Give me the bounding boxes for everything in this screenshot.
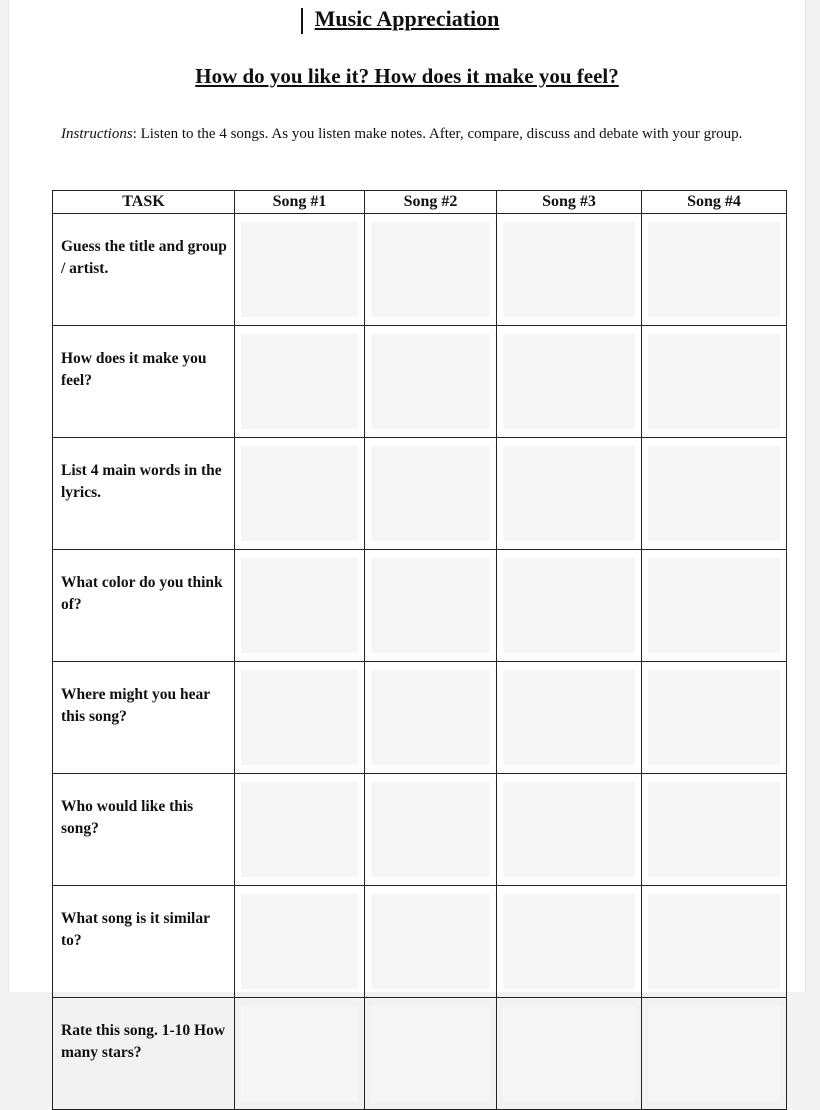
instructions-text: : Listen to the 4 songs. As you listen make notes. After, compare, discuss and debate with your group. — [132, 126, 743, 142]
table-row — [53, 214, 787, 326]
instructions — [61, 122, 761, 146]
header-task: TASK — [53, 191, 235, 214]
answer-cell[interactable] — [365, 774, 497, 886]
task-label: Rate this song. 1-10 How many stars? — [53, 998, 235, 1110]
table-row — [53, 326, 787, 438]
task-label: Guess the title and group / artist. — [53, 214, 235, 326]
table-row — [53, 774, 787, 886]
answer-cell[interactable] — [642, 774, 787, 886]
answer-cell[interactable] — [235, 438, 365, 550]
table-row — [53, 998, 787, 1110]
answer-cell[interactable] — [365, 438, 497, 550]
answer-cell[interactable] — [235, 998, 365, 1110]
header-song-4: Song #4 — [642, 191, 787, 214]
answer-cell[interactable] — [642, 326, 787, 438]
answer-cell[interactable] — [642, 214, 787, 326]
answer-cell[interactable] — [642, 438, 787, 550]
answer-cell[interactable] — [235, 774, 365, 886]
answer-cell[interactable] — [365, 998, 497, 1110]
answer-cell[interactable] — [365, 550, 497, 662]
answer-cell[interactable] — [235, 550, 365, 662]
answer-cell[interactable] — [365, 326, 497, 438]
answer-cell[interactable] — [365, 886, 497, 998]
table-row — [53, 662, 787, 774]
table-row — [53, 438, 787, 550]
task-label: What song is it similar to? — [53, 886, 235, 998]
page-title: Music Appreciation — [314, 6, 500, 31]
answer-cell[interactable] — [235, 886, 365, 998]
answer-cell[interactable] — [497, 886, 642, 998]
answer-cell[interactable] — [235, 214, 365, 326]
task-label: What color do you think of? — [53, 550, 235, 662]
page-subtitle: How do you like it? How does it make you feel? — [195, 64, 619, 88]
table-row — [53, 550, 787, 662]
task-label: Who would like this song? — [53, 774, 235, 886]
worksheet-table — [52, 190, 787, 1110]
table-header-row — [53, 191, 787, 214]
header-song-1: Song #1 — [235, 191, 365, 214]
answer-cell[interactable] — [235, 662, 365, 774]
answer-cell[interactable] — [642, 886, 787, 998]
worksheet-page — [8, 0, 806, 1061]
answer-cell[interactable] — [497, 550, 642, 662]
task-label: List 4 main words in the lyrics. — [53, 438, 235, 550]
answer-cell[interactable] — [365, 662, 497, 774]
task-label: Where might you hear this song? — [53, 662, 235, 774]
instructions-label: Instructions — [61, 126, 133, 142]
answer-cell[interactable] — [365, 214, 497, 326]
answer-cell[interactable] — [642, 662, 787, 774]
answer-cell[interactable] — [235, 326, 365, 438]
answer-cell[interactable] — [642, 998, 787, 1110]
task-label: How does it make you feel? — [53, 326, 235, 438]
answer-cell[interactable] — [497, 438, 642, 550]
header-song-2: Song #2 — [365, 191, 497, 214]
header-song-3: Song #3 — [497, 191, 642, 214]
answer-cell[interactable] — [497, 998, 642, 1110]
answer-cell[interactable] — [642, 550, 787, 662]
answer-cell[interactable] — [497, 774, 642, 886]
answer-cell[interactable] — [497, 662, 642, 774]
answer-cell[interactable] — [497, 326, 642, 438]
answer-cell[interactable] — [497, 214, 642, 326]
table-row — [53, 886, 787, 998]
